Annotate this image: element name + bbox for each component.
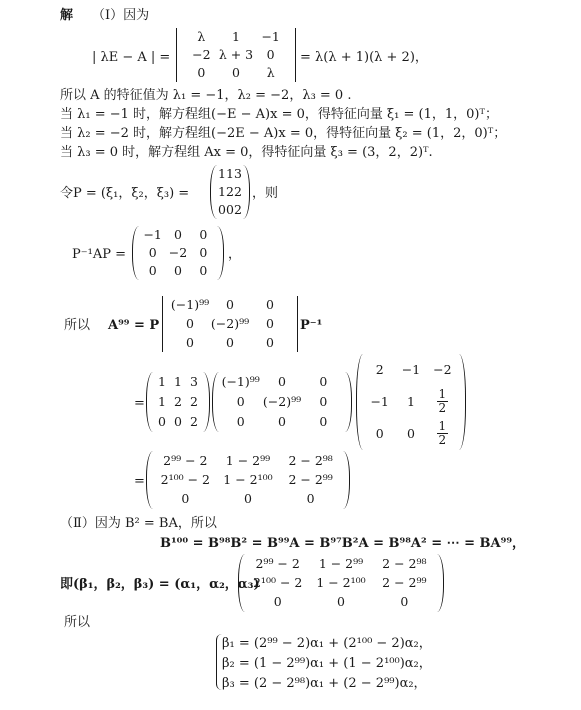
matrix-cell: 2¹⁰⁰ − 2 <box>160 472 210 487</box>
matrix-cell: 1 <box>158 374 166 389</box>
matrix-cell: 0 <box>199 245 208 260</box>
matrix-right-bracket <box>217 226 224 280</box>
matrix-cell: 3 <box>234 166 242 181</box>
matrix-p-repeat <box>146 372 210 432</box>
matrix-cell: 0 <box>226 334 234 350</box>
matrix-cell: 0 <box>306 491 315 507</box>
matrix-cell: 2⁹⁹ − 2 <box>163 452 208 468</box>
determinant-lhs: | λE − A | = <box>92 50 171 65</box>
matrix-left-bracket <box>176 28 183 82</box>
matrix-cell: 0 <box>181 491 190 507</box>
matrix-cell: −1 <box>261 29 280 44</box>
p-inverse-label: P⁻¹ <box>300 318 323 333</box>
matrix-cell: λ <box>266 65 275 80</box>
matrix-cell: $\frac{1}{2}$ <box>438 419 447 447</box>
matrix-cell: 0 <box>226 202 234 217</box>
matrix-left-bracket <box>146 372 153 432</box>
matrix-left-bracket <box>146 451 153 509</box>
matrix-cell: 0 <box>266 47 275 62</box>
result-matrix <box>146 451 350 509</box>
matrix-cell: 2⁹⁹ − 2 <box>255 555 300 571</box>
matrix-cell: $\frac{1}{2}$ <box>438 387 447 415</box>
matrix-cell: 1 <box>218 166 226 181</box>
matrix-cell: 0 <box>400 594 409 610</box>
matrix-cell: 0 <box>319 394 328 409</box>
matrix-cell: 0 <box>199 227 208 242</box>
matrix-right-bracket <box>343 451 350 509</box>
matrix-cell: −2 <box>433 362 452 377</box>
matrix-cell: 2 − 2⁹⁸ <box>288 452 333 468</box>
equals-sign-2: = <box>134 474 145 489</box>
matrix-cell: 0 <box>236 414 245 429</box>
matrix-cell: 2 − 2⁹⁹ <box>288 472 333 487</box>
matrix-cell: 0 <box>278 414 286 429</box>
matrix-cell: 0 <box>407 426 415 441</box>
part-one-heading: （Ⅰ）因为 <box>92 8 150 23</box>
matrix-cell: 0 <box>174 227 182 242</box>
matrix-cell: 0 <box>218 202 226 217</box>
matrix-cell: 2 <box>234 184 242 199</box>
matrix-cell: (−1)⁹⁹ <box>221 374 260 389</box>
matrix-cell: 0 <box>266 316 274 331</box>
matrix-left-bracket <box>132 226 139 280</box>
matrix-cell: 1 <box>158 394 166 409</box>
matrix-cell: −1 <box>143 227 162 242</box>
part-two-heading: （Ⅱ）因为 B² = BA，所以 <box>60 516 217 531</box>
diagonal-matrix <box>132 226 224 280</box>
matrix-cell: 2 <box>226 184 234 199</box>
diagonal-power-matrix <box>162 296 298 352</box>
matrix-cell: 0 <box>319 374 328 389</box>
matrix-cell: 0 <box>273 594 282 610</box>
matrix-left-bracket <box>238 554 245 612</box>
matrix-cell: 0 <box>186 334 194 350</box>
matrix-left-bracket <box>162 296 169 352</box>
matrix-cell: λ + 3 <box>218 47 254 62</box>
matrix-cell: 0 <box>278 374 286 389</box>
matrix-cell: 2¹⁰⁰ − 2 <box>252 575 303 590</box>
so-label-2: 所以 <box>64 615 91 630</box>
eigenvector-line-3: 当 λ₃ = 0 时，解方程组 Ax = 0，得特征向量 ξ₃ = (3，2，2)ᵀ. <box>60 145 433 160</box>
a99-lhs: A⁹⁹ = P <box>108 318 160 333</box>
matrix-cell: 0 <box>337 594 345 610</box>
matrix-cell: 0 <box>244 491 252 507</box>
matrix-right-bracket <box>203 372 210 432</box>
matrix-cell: 0 <box>148 263 157 278</box>
matrix-cell: 0 <box>148 245 157 260</box>
matrix-cell: −2 <box>192 47 211 62</box>
matrix-left-bracket <box>356 354 363 450</box>
matrix-cell: (−2)⁹⁹ <box>210 316 250 331</box>
matrix-right-bracket <box>437 554 444 612</box>
beta-2-expression: β₂ = (1 − 2⁹⁹)α₁ + (1 − 2¹⁰⁰)α₂， <box>222 656 432 671</box>
determinant-matrix <box>176 28 296 82</box>
matrix-cell: 1 <box>174 374 182 389</box>
matrix-cell: 0 <box>174 414 182 429</box>
so-label: 所以 <box>64 318 91 333</box>
matrix-cell: 0 <box>232 65 240 80</box>
matrix-cell: −2 <box>168 245 188 260</box>
diagonalization-lhs: P⁻¹AP = <box>72 247 126 262</box>
matrix-cell: 0 <box>199 263 208 278</box>
matrix-left-bracket <box>210 165 217 219</box>
matrix-right-bracket <box>459 354 466 450</box>
eigenvalues-line: 所以 A 的特征值为 λ₁ = −1，λ₂ = −2，λ₃ = 0 . <box>60 88 352 103</box>
eigenvector-line-2: 当 λ₂ = −2 时，解方程组(−2E − A)x = 0，得特征向量 ξ₂ = (1，2，0)ᵀ； <box>60 126 507 141</box>
matrix-cell: 0 <box>319 414 328 429</box>
diagonalization-comma: ， <box>228 247 242 262</box>
matrix-cell: 0 <box>375 426 384 441</box>
matrix-cell: 1 − 2¹⁰⁰ <box>223 472 273 487</box>
matrix-right-bracket <box>345 372 352 432</box>
p-definition-rhs: ，则 <box>252 186 279 201</box>
matrix-cell: 1 − 2⁹⁹ <box>318 555 364 571</box>
beta-alpha-relation: 即(β₁，β₂，β₃) = (α₁，α₂，α₃) <box>60 577 260 592</box>
matrix-cell: 0 <box>266 334 274 350</box>
eigenvector-line-1: 当 λ₁ = −1 时，解方程组(−E − A)x = 0，得特征向量 ξ₁ = (1，1，0)ᵀ； <box>60 107 498 122</box>
matrix-cell: 2 <box>234 202 242 217</box>
matrix-cell: 0 <box>174 263 182 278</box>
matrix-cell: 0 <box>158 414 166 429</box>
matrix-cell: 0 <box>236 394 245 409</box>
matrix-cell: 2 <box>375 362 384 377</box>
diagonal-power-matrix-repeat <box>212 372 352 432</box>
matrix-cell: 0 <box>226 297 234 313</box>
matrix-cell: −1 <box>370 394 389 409</box>
matrix-p-inverse <box>356 354 466 450</box>
matrix-right-bracket <box>289 28 296 82</box>
matrix-cell: 1 <box>218 184 226 199</box>
matrix-cell: 2 <box>174 394 182 409</box>
matrix-cell: 1 <box>226 166 234 181</box>
matrix-cell: 3 <box>190 374 198 389</box>
result-matrix-repeat <box>238 554 444 612</box>
matrix-p <box>210 165 250 219</box>
matrix-cell: 0 <box>197 65 206 80</box>
solution-label: 解 <box>60 8 74 23</box>
matrix-cell: 0 <box>186 316 194 331</box>
matrix-cell: 1 − 2¹⁰⁰ <box>316 575 366 590</box>
matrix-cell: 2 − 2⁹⁹ <box>382 575 427 590</box>
matrix-cell: 1 <box>407 394 415 409</box>
matrix-cell: (−1)⁹⁹ <box>170 297 210 313</box>
matrix-cell: 1 − 2⁹⁹ <box>225 452 271 468</box>
equals-sign-1: = <box>134 396 145 411</box>
determinant-rhs: = λ(λ + 1)(λ + 2)， <box>300 50 428 65</box>
beta-1-expression: β₁ = (2⁹⁹ − 2)α₁ + (2¹⁰⁰ − 2)α₂， <box>222 636 432 651</box>
matrix-cell: −1 <box>401 362 421 377</box>
matrix-cell: 2 <box>190 394 198 409</box>
matrix-cell: 2 − 2⁹⁸ <box>382 555 427 571</box>
matrix-cell: 0 <box>266 297 274 313</box>
matrix-right-bracket <box>243 165 250 219</box>
matrix-cell: (−2)⁹⁹ <box>262 394 302 409</box>
beta-3-expression: β₃ = (2 − 2⁹⁸)α₁ + (2 − 2⁹⁹)α₂， <box>222 676 427 691</box>
matrix-cell: 2 <box>190 414 198 429</box>
b100-derivation: B¹⁰⁰ = B⁹⁸B² = B⁹⁹A = B⁹⁷B²A = B⁹⁸A² = ⋯ = BA⁹⁹， <box>160 536 526 551</box>
matrix-left-bracket <box>212 372 219 432</box>
matrix-cell: 1 <box>232 29 240 44</box>
matrix-cell: λ <box>197 29 206 44</box>
matrix-right-bracket <box>291 296 298 352</box>
p-definition-lhs: 令P = (ξ₁，ξ₂，ξ₃) = <box>60 186 190 201</box>
